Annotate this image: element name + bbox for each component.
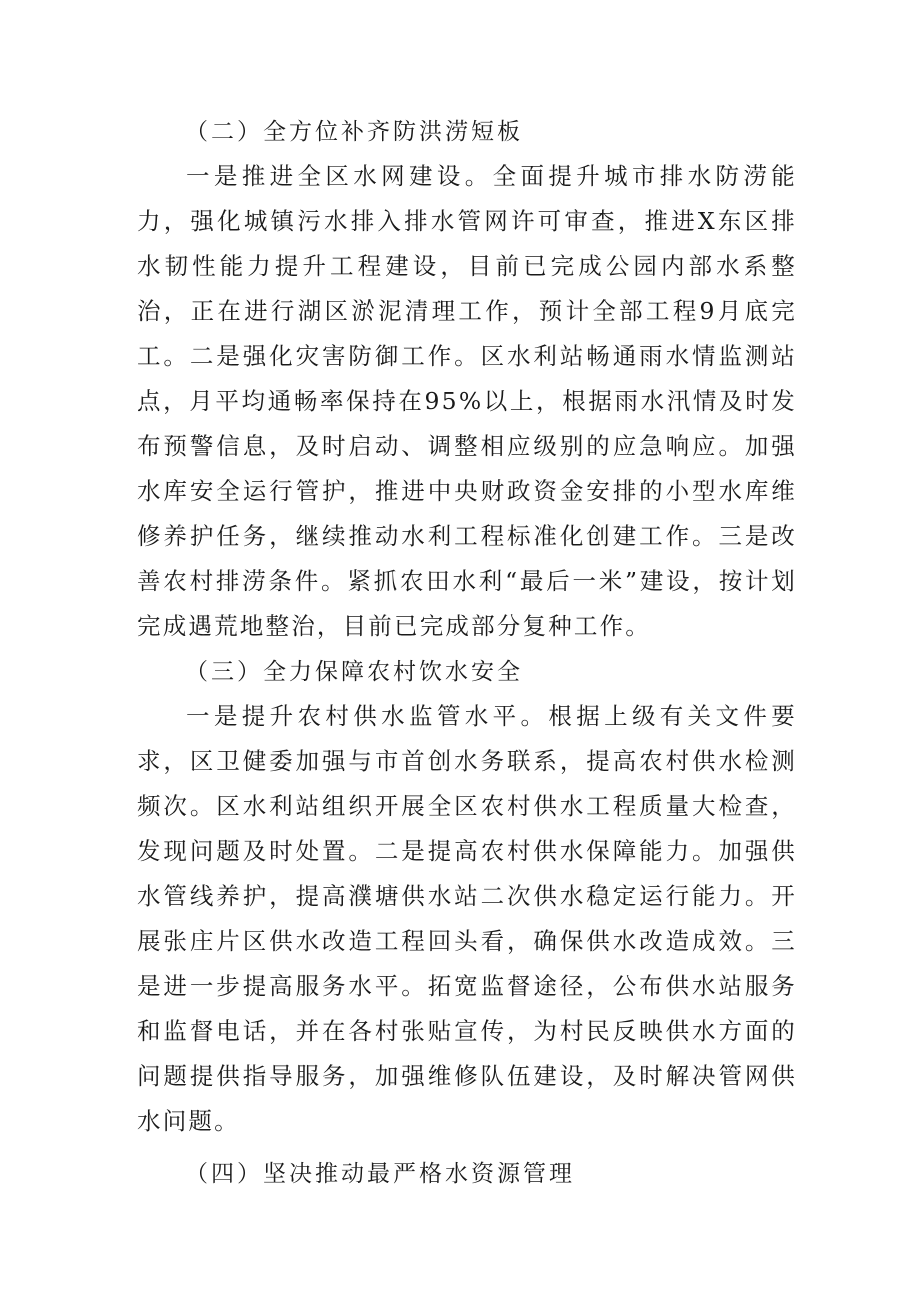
section-heading-3: （三）全力保障农村饮水安全: [185, 659, 523, 685]
section-heading-2: （二）全方位补齐防洪涝短板: [185, 119, 523, 145]
section-paragraph-2: 一是推进全区水网建设。全面提升城市排水防涝能力，强化城镇污水排入排水管网许可审查，推进X东区排水韧性能力提升工程建设，目前已完成公园内部水系整治，正在进行湖区淤泥清理工作，预计全部工程9月底完工。二是强化灾害防御工作。区水利站畅通雨水情监测站点，月平均通畅率保持在95%以上，根据雨水汛情及时发布预警信息，及时启动、调整相应级别的应急响应。加强水库安全运行管护，推进中央财政资金安排的小型水库维修养护任务，继续推动水利工程标准化创建工作。三是改善农村排涝条件。紧抓农田水利“最后一米”建设，按计划完成遇荒地整治，目前已完成部分复种工作。: [137, 162, 797, 640]
section-paragraph-3: 一是提升农村供水监管水平。根据上级有关文件要求，区卫健委加强与市首创水务联系，提高农村供水检测频次。区水利站组织开展全区农村供水工程质量大检查，发现问题及时处置。二是提高农村供水保障能力。加强供水管线养护，提高濮塘供水站二次供水稳定运行能力。开展张庄片区供水改造工程回头看，确保供水改造成效。三是进一步提高服务水平。拓宽监督途径，公布供水站服务和监督电话，并在各村张贴宣传，为村民反映供水方面的问题提供指导服务，加强维修队伍建设，及时解决管网供水问题。: [137, 702, 797, 1135]
document-body: [137, 110, 797, 1196]
section-heading-4: （四）坚决推动最严格水资源管理: [185, 1161, 575, 1187]
